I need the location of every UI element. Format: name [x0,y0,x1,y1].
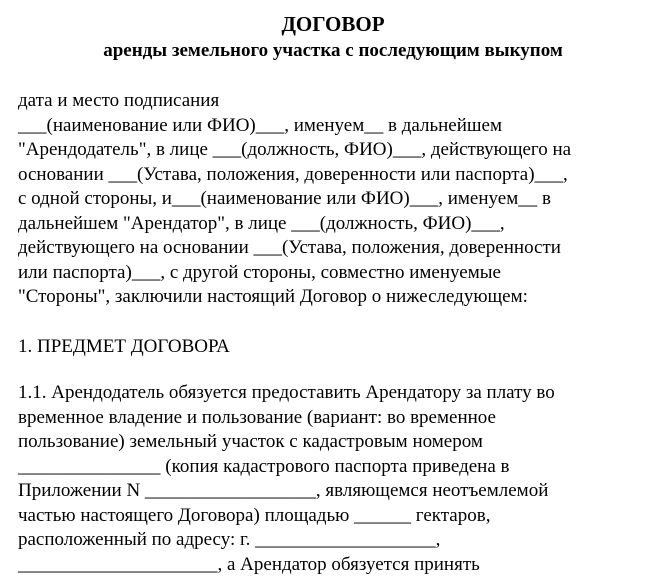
preamble-line: "Арендодатель", в лице ___(должность, ФИО)___, действующего на [18,138,658,163]
clause-line: 1.1. Арендодатель обязуется предоставить Арендатору за плату во [18,381,658,406]
clause-line: расположенный по адресу: г. ___________________, [18,528,658,553]
preamble-line: ___(наименование или ФИО)___, именуем__ в дальнейшем [18,114,658,139]
preamble-line: "Стороны", заключили настоящий Договор о нижеследующем: [18,285,658,310]
preamble-paragraph [18,89,658,310]
section-heading: 1. ПРЕДМЕТ ДОГОВОРА [18,335,658,360]
document-subtitle: аренды земельного участка с последующим выкупом [0,39,666,63]
preamble-line: дальнейшем "Арендатор", в лице ___(должность, ФИО)___, [18,212,658,237]
clause-1-1-paragraph [18,381,658,577]
preamble-line: дата и место подписания [18,89,658,114]
clause-line: временное владение и пользование (вариант: во временное [18,406,658,431]
clause-line: _____________________, а Арендатор обязуется принять [18,553,658,577]
preamble-line: основании ___(Устава, положения, доверенности или паспорта)___, [18,163,658,188]
clause-line: пользование) земельный участок с кадастровым номером [18,430,658,455]
document-title: ДОГОВОР [0,12,666,36]
clause-line: _______________ (копия кадастрового паспорта приведена в [18,455,658,480]
preamble-line: действующего на основании ___(Устава, положения, доверенности [18,236,658,261]
preamble-line: с одной стороны, и___(наименование или ФИО)___, именуем__ в [18,187,658,212]
preamble-line: или паспорта)___, с другой стороны, совместно именуемые [18,261,658,286]
clause-line: Приложении N __________________, являющемся неотъемлемой [18,479,658,504]
clause-line: частью настоящего Договора) площадью ______ гектаров, [18,504,658,529]
